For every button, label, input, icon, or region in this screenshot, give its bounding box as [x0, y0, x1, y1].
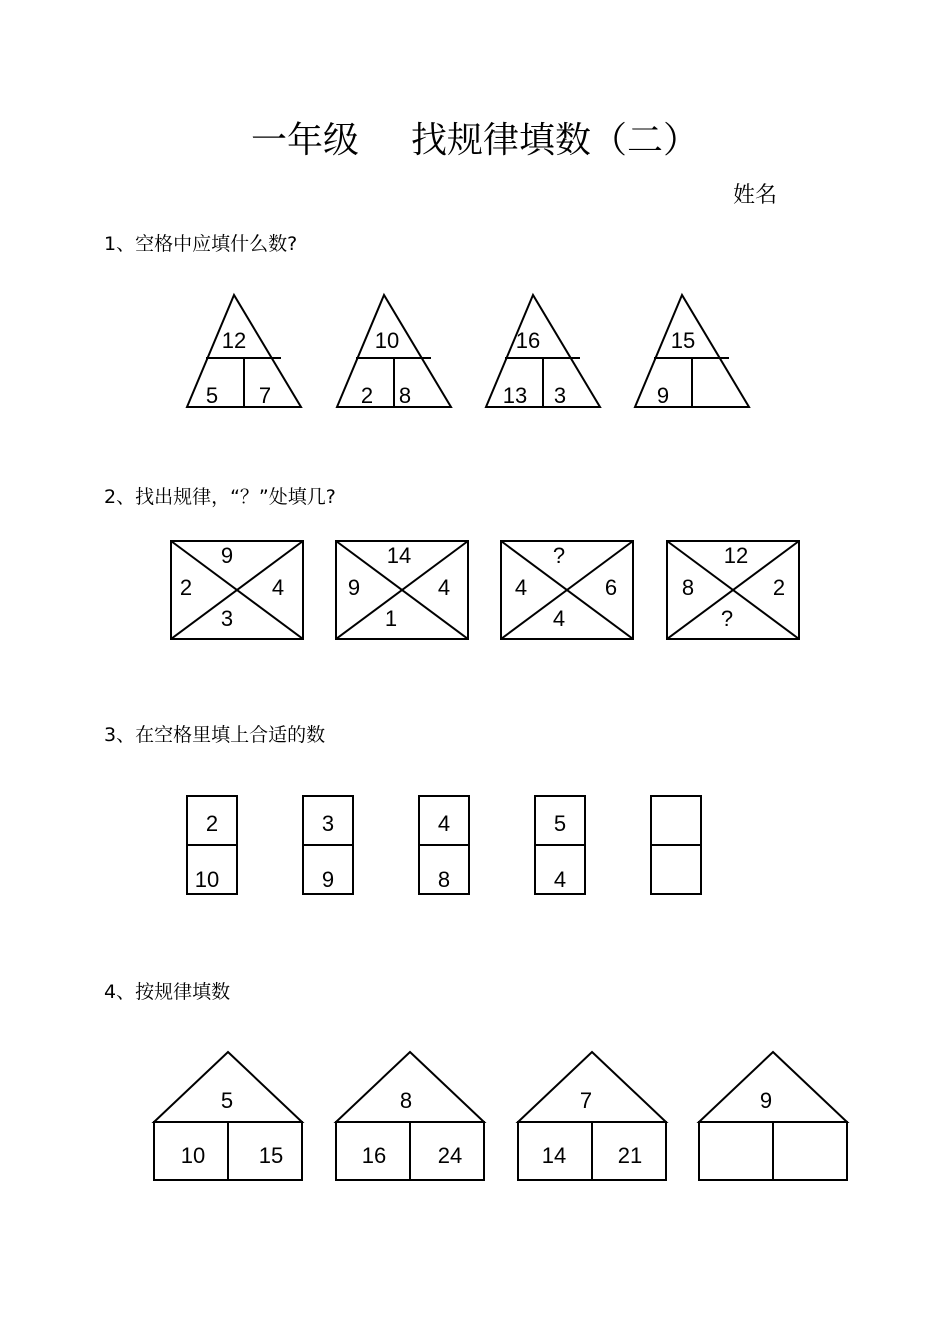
house-left-number: 16 — [361, 1143, 387, 1168]
domino-3 — [419, 796, 469, 894]
rect-left-number: 8 — [681, 575, 695, 600]
triangle-right-number: 7 — [258, 383, 272, 408]
question-2-label: 2、找出规律，“？”处填几? — [104, 486, 336, 508]
shape-outline — [699, 1052, 847, 1122]
house-left-number: 14 — [541, 1143, 567, 1168]
domino-2 — [303, 796, 353, 894]
triangle-top-number: 15 — [670, 328, 696, 353]
question-1-label: 1、空格中应填什么数? — [104, 233, 298, 255]
rect-bottom-number: ? — [720, 606, 734, 631]
house-right-number: 24 — [437, 1143, 463, 1168]
house-roof-number: 7 — [579, 1088, 593, 1113]
triangle-1 — [187, 295, 301, 408]
question-4-label: 4、按规律填数 — [104, 981, 231, 1003]
domino-4 — [535, 796, 585, 894]
domino-1 — [187, 796, 237, 894]
rect-4 — [667, 541, 799, 639]
triangle-right-number: 3 — [553, 383, 567, 408]
house-roof-number: 9 — [759, 1088, 773, 1113]
domino-top-number: 5 — [553, 811, 567, 836]
domino-bottom-number: 9 — [321, 867, 335, 892]
house-3 — [518, 1052, 666, 1180]
house-right-number: 15 — [258, 1143, 284, 1168]
triangle-top-number: 12 — [221, 328, 247, 353]
house-4 — [699, 1052, 847, 1180]
rect-right-number: 4 — [271, 575, 285, 600]
rect-3 — [501, 541, 633, 639]
question-3-label: 3、在空格里填上合适的数 — [104, 724, 326, 746]
triangle-4 — [635, 295, 749, 408]
domino-top-number: 2 — [205, 811, 219, 836]
domino-top-number: 4 — [437, 811, 451, 836]
house-2 — [336, 1052, 484, 1180]
house-left-number: 10 — [180, 1143, 206, 1168]
triangle-top-number: 10 — [374, 328, 400, 353]
rect-top-number: 12 — [723, 543, 749, 568]
rect-left-number: 2 — [179, 575, 193, 600]
triangle-left-number: 9 — [656, 383, 670, 408]
triangle-top-number: 16 — [515, 328, 541, 353]
domino-top-number: 3 — [321, 811, 335, 836]
triangle-2 — [337, 295, 451, 408]
rect-bottom-number: 3 — [220, 606, 234, 631]
rect-top-number: 14 — [386, 543, 412, 568]
domino-bottom-number: 10 — [194, 867, 220, 892]
rect-bottom-number: 4 — [552, 606, 566, 631]
triangle-left-number: 13 — [502, 383, 528, 408]
rect-1 — [171, 541, 303, 639]
domino-bottom-number: 8 — [437, 867, 451, 892]
triangle-3 — [486, 295, 600, 408]
rect-bottom-number: 1 — [384, 606, 398, 631]
rect-left-number: 4 — [514, 575, 528, 600]
triangle-right-number: 8 — [398, 383, 412, 408]
rect-right-number: 2 — [772, 575, 786, 600]
title-grade: 一年级 — [250, 120, 359, 161]
rect-right-number: 4 — [437, 575, 451, 600]
rect-top-number: ? — [552, 543, 566, 568]
house-right-number: 21 — [617, 1143, 643, 1168]
rect-left-number: 9 — [347, 575, 361, 600]
house-roof-number: 8 — [399, 1088, 413, 1113]
rect-top-number: 9 — [220, 543, 234, 568]
rect-2 — [336, 541, 468, 639]
domino-5 — [651, 796, 701, 894]
triangle-left-number: 2 — [360, 383, 374, 408]
domino-bottom-number: 4 — [553, 867, 567, 892]
title-topic: 找规律填数（二） — [411, 120, 700, 161]
house-1 — [154, 1052, 302, 1180]
name-label: 姓名 — [733, 183, 778, 208]
rect-right-number: 6 — [604, 575, 618, 600]
triangle-left-number: 5 — [205, 383, 219, 408]
house-roof-number: 5 — [220, 1088, 234, 1113]
